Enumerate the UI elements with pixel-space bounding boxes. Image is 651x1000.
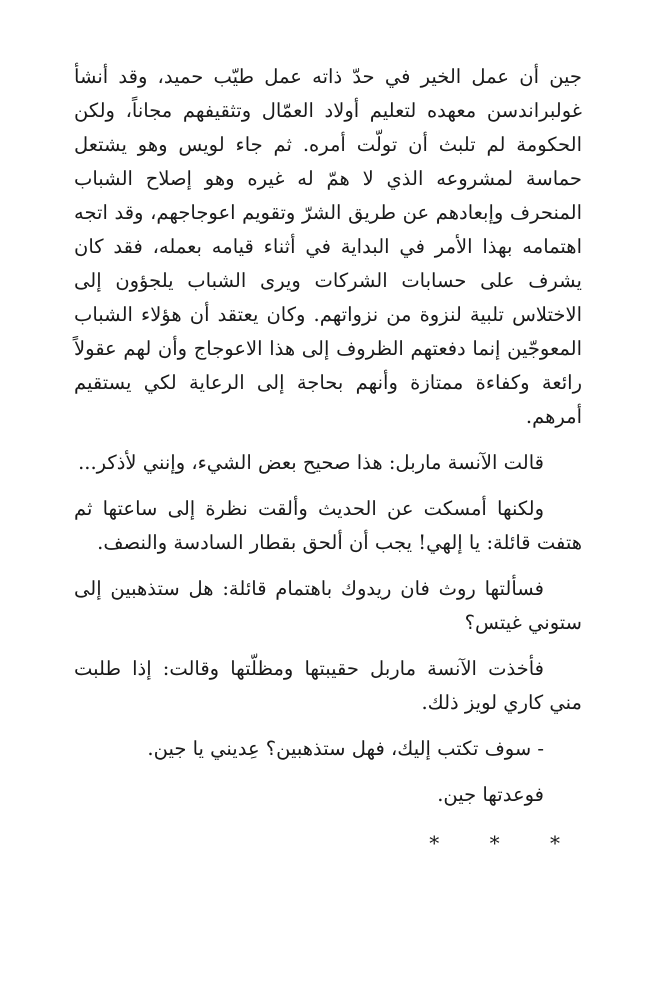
paragraph-gap: [74, 766, 582, 778]
paragraph-3: ولكنها أمسكت عن الحديث وألقت نظرة إلى ساعتها ثم هتفت قائلة: يا إلهي! يجب أن ألحق بقطار السادسة والنصف.: [74, 497, 582, 554]
paragraph-gap: [74, 720, 582, 732]
page-body: [74, 60, 582, 860]
paragraph-gap: [74, 434, 582, 446]
paragraph-gap: [74, 640, 582, 652]
paragraph-6: - سوف تكتب إليك، فهل ستذهبين؟ عِديني يا جين.: [147, 737, 544, 760]
paragraph-1: جين أن عمل الخير في حدّ ذاته عمل طيّب حميد، وقد أنشأ غولبراندسن معهده لتعليم أولاد العمّال وتثقيفهم مجاناً، ولكن الحكومة لم تلبث أن تولّت أمره. ثم جاء لويس وهو يشتعل حماسة لمشروعه الذي لا همّ له غيره وهو إصلاح الشباب المنحرف وإبعادهم عن طريق الشرّ وتقويم اعوجاجهم، وقد اتجه اهتمامه بهذا الأمر في البداية في أثناء قيامه بعمله، فقد كان يشرف على حسابات الشركات ويرى الشباب يلجؤون إلى الاختلاس تلبية لنزوة من نزواتهم. وكان يعتقد أن هؤلاء الشباب المعوجّين إنما دفعتهم الظروف إلى هذا الاعوجاج وأن لهم عقولاً رائعة وكفاءة ممتازة وأنهم بحاجة إلى الرعاية لكي يستقيم أمرهم.: [74, 65, 582, 428]
paragraph-4: فسألتها روث فان ريدوك باهتمام قائلة: هل ستذهبين إلى ستوني غيتس؟: [74, 577, 582, 634]
paragraph-7: فوعدتها جين.: [437, 783, 544, 806]
paragraph-5: فأخذت الآنسة ماربل حقيبتها ومظلّتها وقالت: إذا طلبت مني كاري لويز ذلك.: [74, 657, 582, 714]
section-separator: * * *: [429, 831, 582, 855]
paragraph-gap: [74, 480, 582, 492]
paragraph-gap: [74, 560, 582, 572]
paragraph-2: قالت الآنسة ماربل: هذا صحيح بعض الشيء، وإنني لأذكر...: [78, 451, 544, 474]
